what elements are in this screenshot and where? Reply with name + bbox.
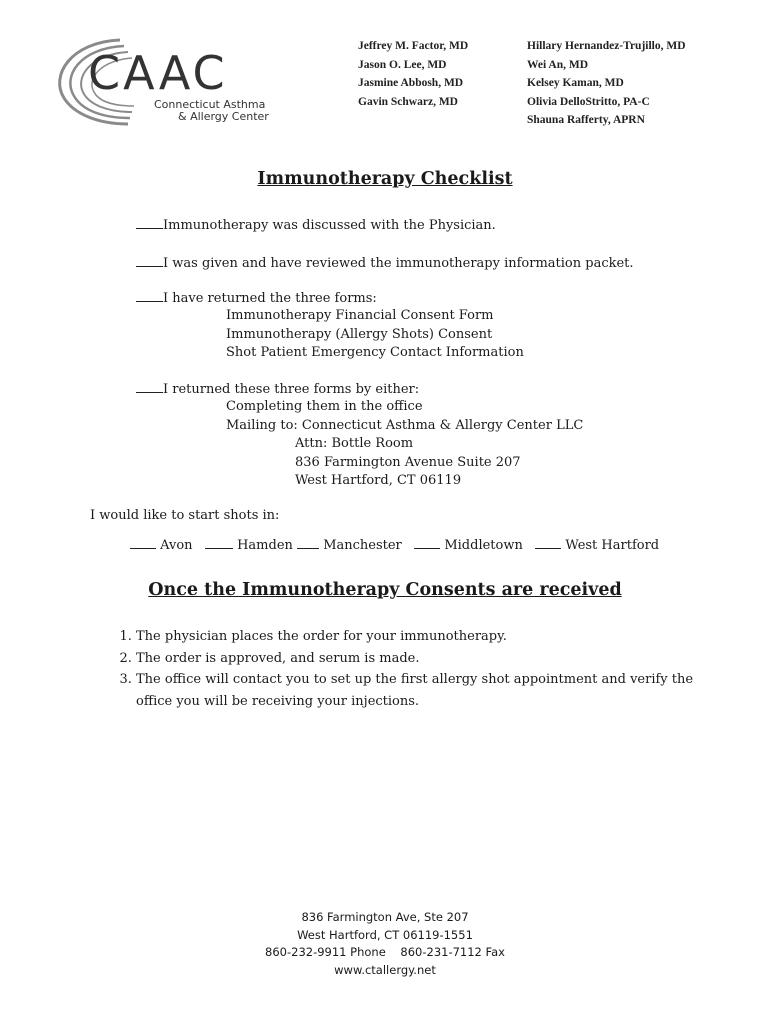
location-blank-middletown[interactable] <box>414 536 440 549</box>
step-item: 2. The order is approved, and serum is made. <box>136 648 726 670</box>
location-label: Hamden <box>237 538 293 553</box>
staff-name: Jason O. Lee, MD <box>358 58 447 71</box>
checklist-item <box>136 216 496 233</box>
logo-wordmark: CAAC <box>88 46 228 100</box>
address-line: West Hartford, CT 06119 <box>295 473 462 489</box>
staff-name: Shauna Rafferty, APRN <box>527 114 645 127</box>
return-method-item: Completing them in the office <box>226 399 423 414</box>
checklist-item-text: I have returned the three forms: <box>163 291 377 306</box>
staff-name: Gavin Schwarz, MD <box>358 95 458 108</box>
staff-name: Kelsey Kaman, MD <box>527 77 624 90</box>
footer-fax: 860-231-7112 Fax <box>400 945 505 959</box>
form-list <box>226 307 524 363</box>
staff-name: Hillary Hernandez-Trujillo, MD <box>527 40 686 52</box>
staff-name: Jasmine Abbosh, MD <box>358 77 464 90</box>
footer <box>0 909 770 979</box>
return-method-list <box>226 398 583 435</box>
location-label: Avon <box>160 538 193 553</box>
checkbox-blank[interactable] <box>136 254 163 267</box>
section-title: Once the Immunotherapy Consents are received <box>148 580 622 600</box>
footer-address-line1: 836 Farmington Ave, Ste 207 <box>301 910 469 924</box>
return-method-item: Mailing to: Connecticut Asthma & Allergy Center LLC <box>226 417 584 433</box>
location-blank-west-hartford[interactable] <box>535 536 561 549</box>
logo-name-line1: Connecticut Asthma <box>154 98 266 111</box>
checklist-item-text: I returned these three forms by either: <box>163 382 420 397</box>
checkbox-blank[interactable] <box>136 380 163 393</box>
checklist-item-text: Immunotherapy was discussed with the Physician. <box>163 218 496 233</box>
form-list-item: Immunotherapy Financial Consent Form <box>226 308 494 323</box>
form-list-item: Immunotherapy (Allergy Shots) Consent <box>226 326 493 342</box>
staff-list-left <box>358 37 468 111</box>
staff-name: Jeffrey M. Factor, MD <box>358 40 469 52</box>
location-label: Middletown <box>444 538 523 553</box>
address-line: Attn: Bottle Room <box>295 436 414 451</box>
checklist-item-text: I was given and have reviewed the immunotherapy information packet. <box>163 256 634 271</box>
steps-list <box>108 626 726 712</box>
form-list-item: Shot Patient Emergency Contact Information <box>226 345 524 361</box>
locations-row <box>130 536 659 553</box>
step-item: 3. The office will contact you to set up the first allergy shot appointment and verify the office you will be receiving your injections. <box>136 669 726 712</box>
location-blank-avon[interactable] <box>130 536 156 549</box>
page-title: Immunotherapy Checklist <box>257 169 513 189</box>
footer-phone: 860-232-9911 Phone <box>265 945 386 959</box>
location-blank-manchester[interactable] <box>297 536 319 549</box>
location-label: West Hartford <box>565 538 660 553</box>
location-label: Manchester <box>323 538 402 553</box>
checkbox-blank[interactable] <box>136 216 163 229</box>
checklist-item <box>136 254 634 271</box>
staff-name: Wei An, MD <box>527 58 589 71</box>
address-line: 836 Farmington Avenue Suite 207 <box>295 454 521 470</box>
staff-list-right <box>527 37 686 130</box>
checkbox-blank[interactable] <box>136 289 163 302</box>
caac-logo <box>50 36 290 128</box>
locations-prompt: I would like to start shots in: <box>90 508 280 523</box>
checklist-item <box>136 289 377 306</box>
footer-website-link[interactable]: www.ctallergy.net <box>334 962 436 977</box>
step-item: 1. The physician places the order for your immunotherapy. <box>136 626 726 648</box>
footer-address-line2: West Hartford, CT 06119-1551 <box>297 927 473 942</box>
staff-name: Olivia DelloStritto, PA-C <box>527 95 650 108</box>
location-blank-hamden[interactable] <box>205 536 233 549</box>
mailing-address <box>295 435 521 491</box>
logo-name-line2: & Allergy Center <box>178 110 269 123</box>
checklist-item <box>136 380 419 397</box>
footer-contact <box>0 944 770 962</box>
